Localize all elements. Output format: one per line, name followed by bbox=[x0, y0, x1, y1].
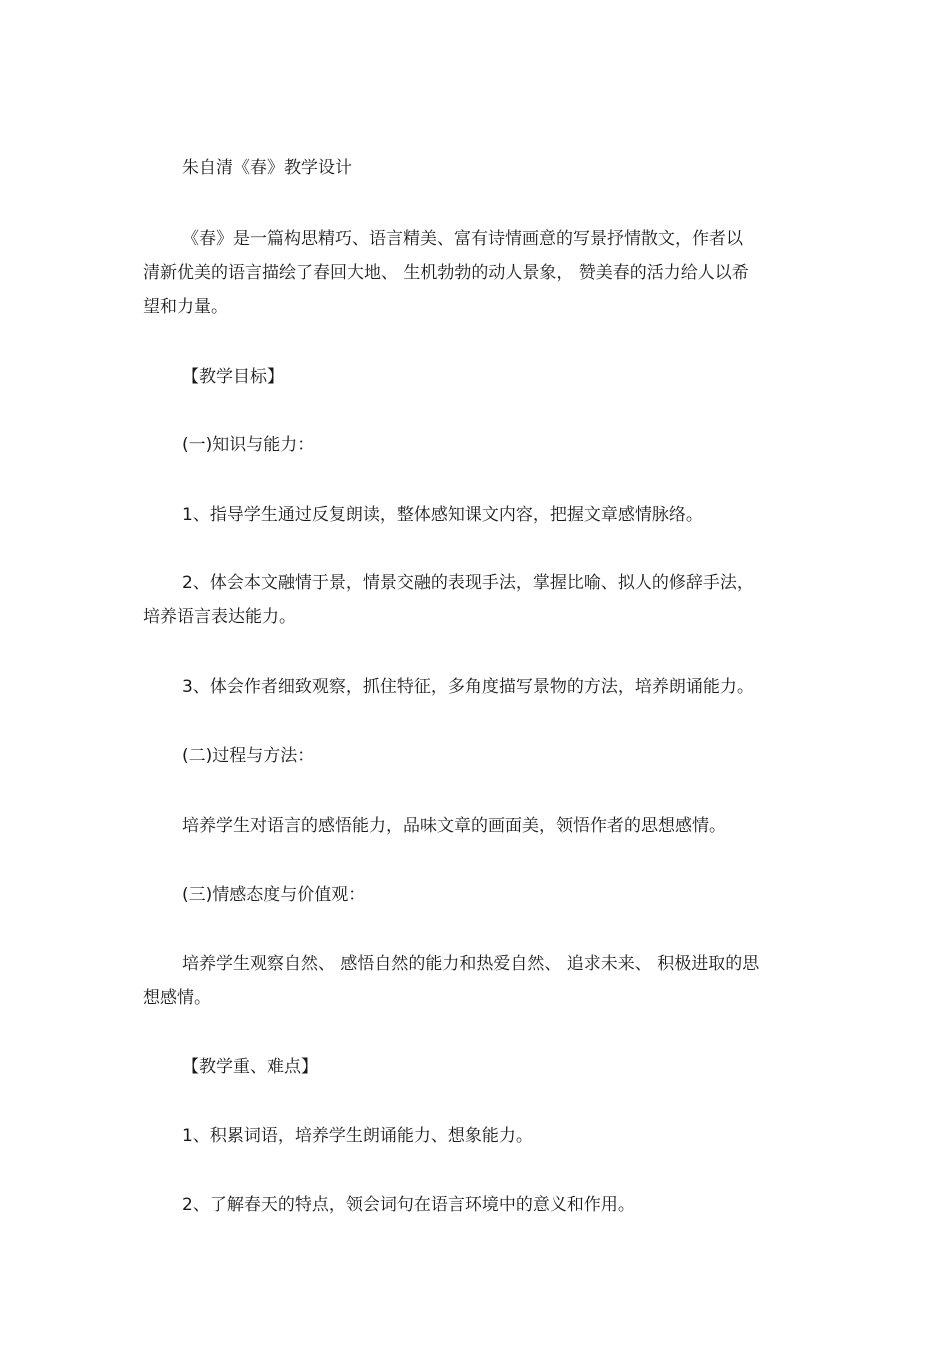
section1-item2-line-2: 培养语言表达能力。 bbox=[143, 607, 296, 627]
section2-text: 培养学生对语言的感悟能力，品味文章的画面美，领悟作者的思想感情。 bbox=[182, 816, 726, 836]
section3-heading: (三)情感态度与价值观： bbox=[182, 885, 366, 905]
section1-item3: 3、体会作者细致观察，抓住特征，多角度描写景物的方法，培养朗诵能力。 bbox=[182, 677, 754, 697]
section2-heading: (二)过程与方法： bbox=[182, 746, 315, 766]
goals-heading: 【教学目标】 bbox=[182, 367, 284, 387]
key-item1: 1、积累词语，培养学生朗诵能力、想象能力。 bbox=[182, 1126, 533, 1146]
intro-line-2: 清新优美的语言描绘了春回大地、 生机勃勃的动人景象， 赞美春的活力给人以希 bbox=[143, 263, 749, 283]
section1-item1: 1、指导学生通过反复朗读，整体感知课文内容，把握文章感情脉络。 bbox=[182, 505, 703, 525]
key-heading: 【教学重、难点】 bbox=[182, 1057, 318, 1077]
section3-text-line-1: 培养学生观察自然、 感悟自然的能力和热爱自然、 追求未来、 积极进取的思 bbox=[182, 954, 760, 974]
section1-heading: (一)知识与能力： bbox=[182, 435, 315, 455]
intro-line-1: 《春》是一篇构思精巧、语言精美、富有诗情画意的写景抒情散文，作者以 bbox=[182, 229, 743, 249]
intro-line-3: 望和力量。 bbox=[143, 297, 228, 317]
key-item2: 2、了解春天的特点，领会词句在语言环境中的意义和作用。 bbox=[182, 1195, 635, 1215]
section1-item2-line-1: 2、体会本文融情于景，情景交融的表现手法，掌握比喻、拟人的修辞手法， bbox=[182, 573, 754, 593]
document-title: 朱自清《春》教学设计 bbox=[182, 158, 352, 178]
section3-text-line-2: 想感情。 bbox=[143, 988, 211, 1008]
